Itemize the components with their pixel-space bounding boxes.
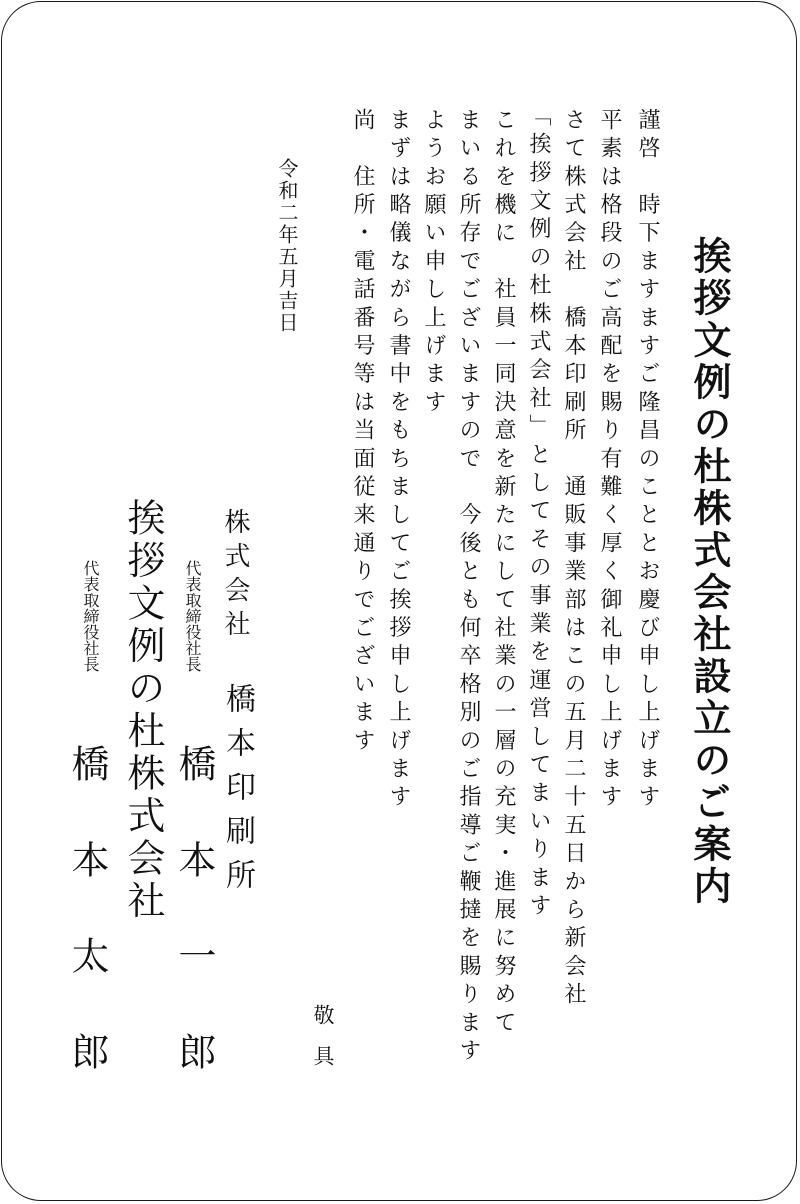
old-representative-name: 橋本一郎 (172, 744, 216, 1128)
body-line: 平素は格段のご高配を賜り有難く厚く御礼申し上げます (597, 108, 622, 813)
body-line: さて株式会社 橋本印刷所 通販事業部はこの五月二十五日から新会社 (561, 108, 586, 1011)
new-representative-role: 代表取締役社長 (81, 560, 100, 672)
body-line: ようお願い申し上げます (421, 108, 446, 419)
body-line: 「挨拶文例の杜株式会社」としてその事業を運営してまいります (526, 104, 551, 922)
letter-date: 令和二年五月吉日 (275, 158, 299, 334)
new-representative-name: 橋本太郎 (65, 744, 109, 1128)
body-line: 謹啓 時下ますますご隆昌のこととお慶び申し上げます (635, 108, 660, 813)
body-line: 尚 住所・電話番号等は当面従来通りでございます (350, 108, 375, 757)
closing-remark: 敬具 (311, 1004, 335, 1086)
body-line: まずは略儀ながら書中をもちましてご挨拶申し上げます (386, 108, 411, 813)
old-company-office: 橋本印刷所 (220, 683, 255, 903)
letter-title: 挨拶文例の杜株式会社設立のご案内 (687, 236, 732, 908)
old-representative-role: 代表取締役社長 (183, 560, 202, 672)
old-company-name: 株式会社 (220, 508, 250, 644)
body-line: これを機に 社員一同決意を新たにして社業の一層の充実・進展に努めて (491, 108, 516, 1039)
new-company-name: 挨拶文例の杜株式会社 (121, 498, 165, 923)
body-line: まいる所存でございますので 今後とも何卒格別のご指導ご鞭撻を賜ります (456, 108, 481, 1067)
